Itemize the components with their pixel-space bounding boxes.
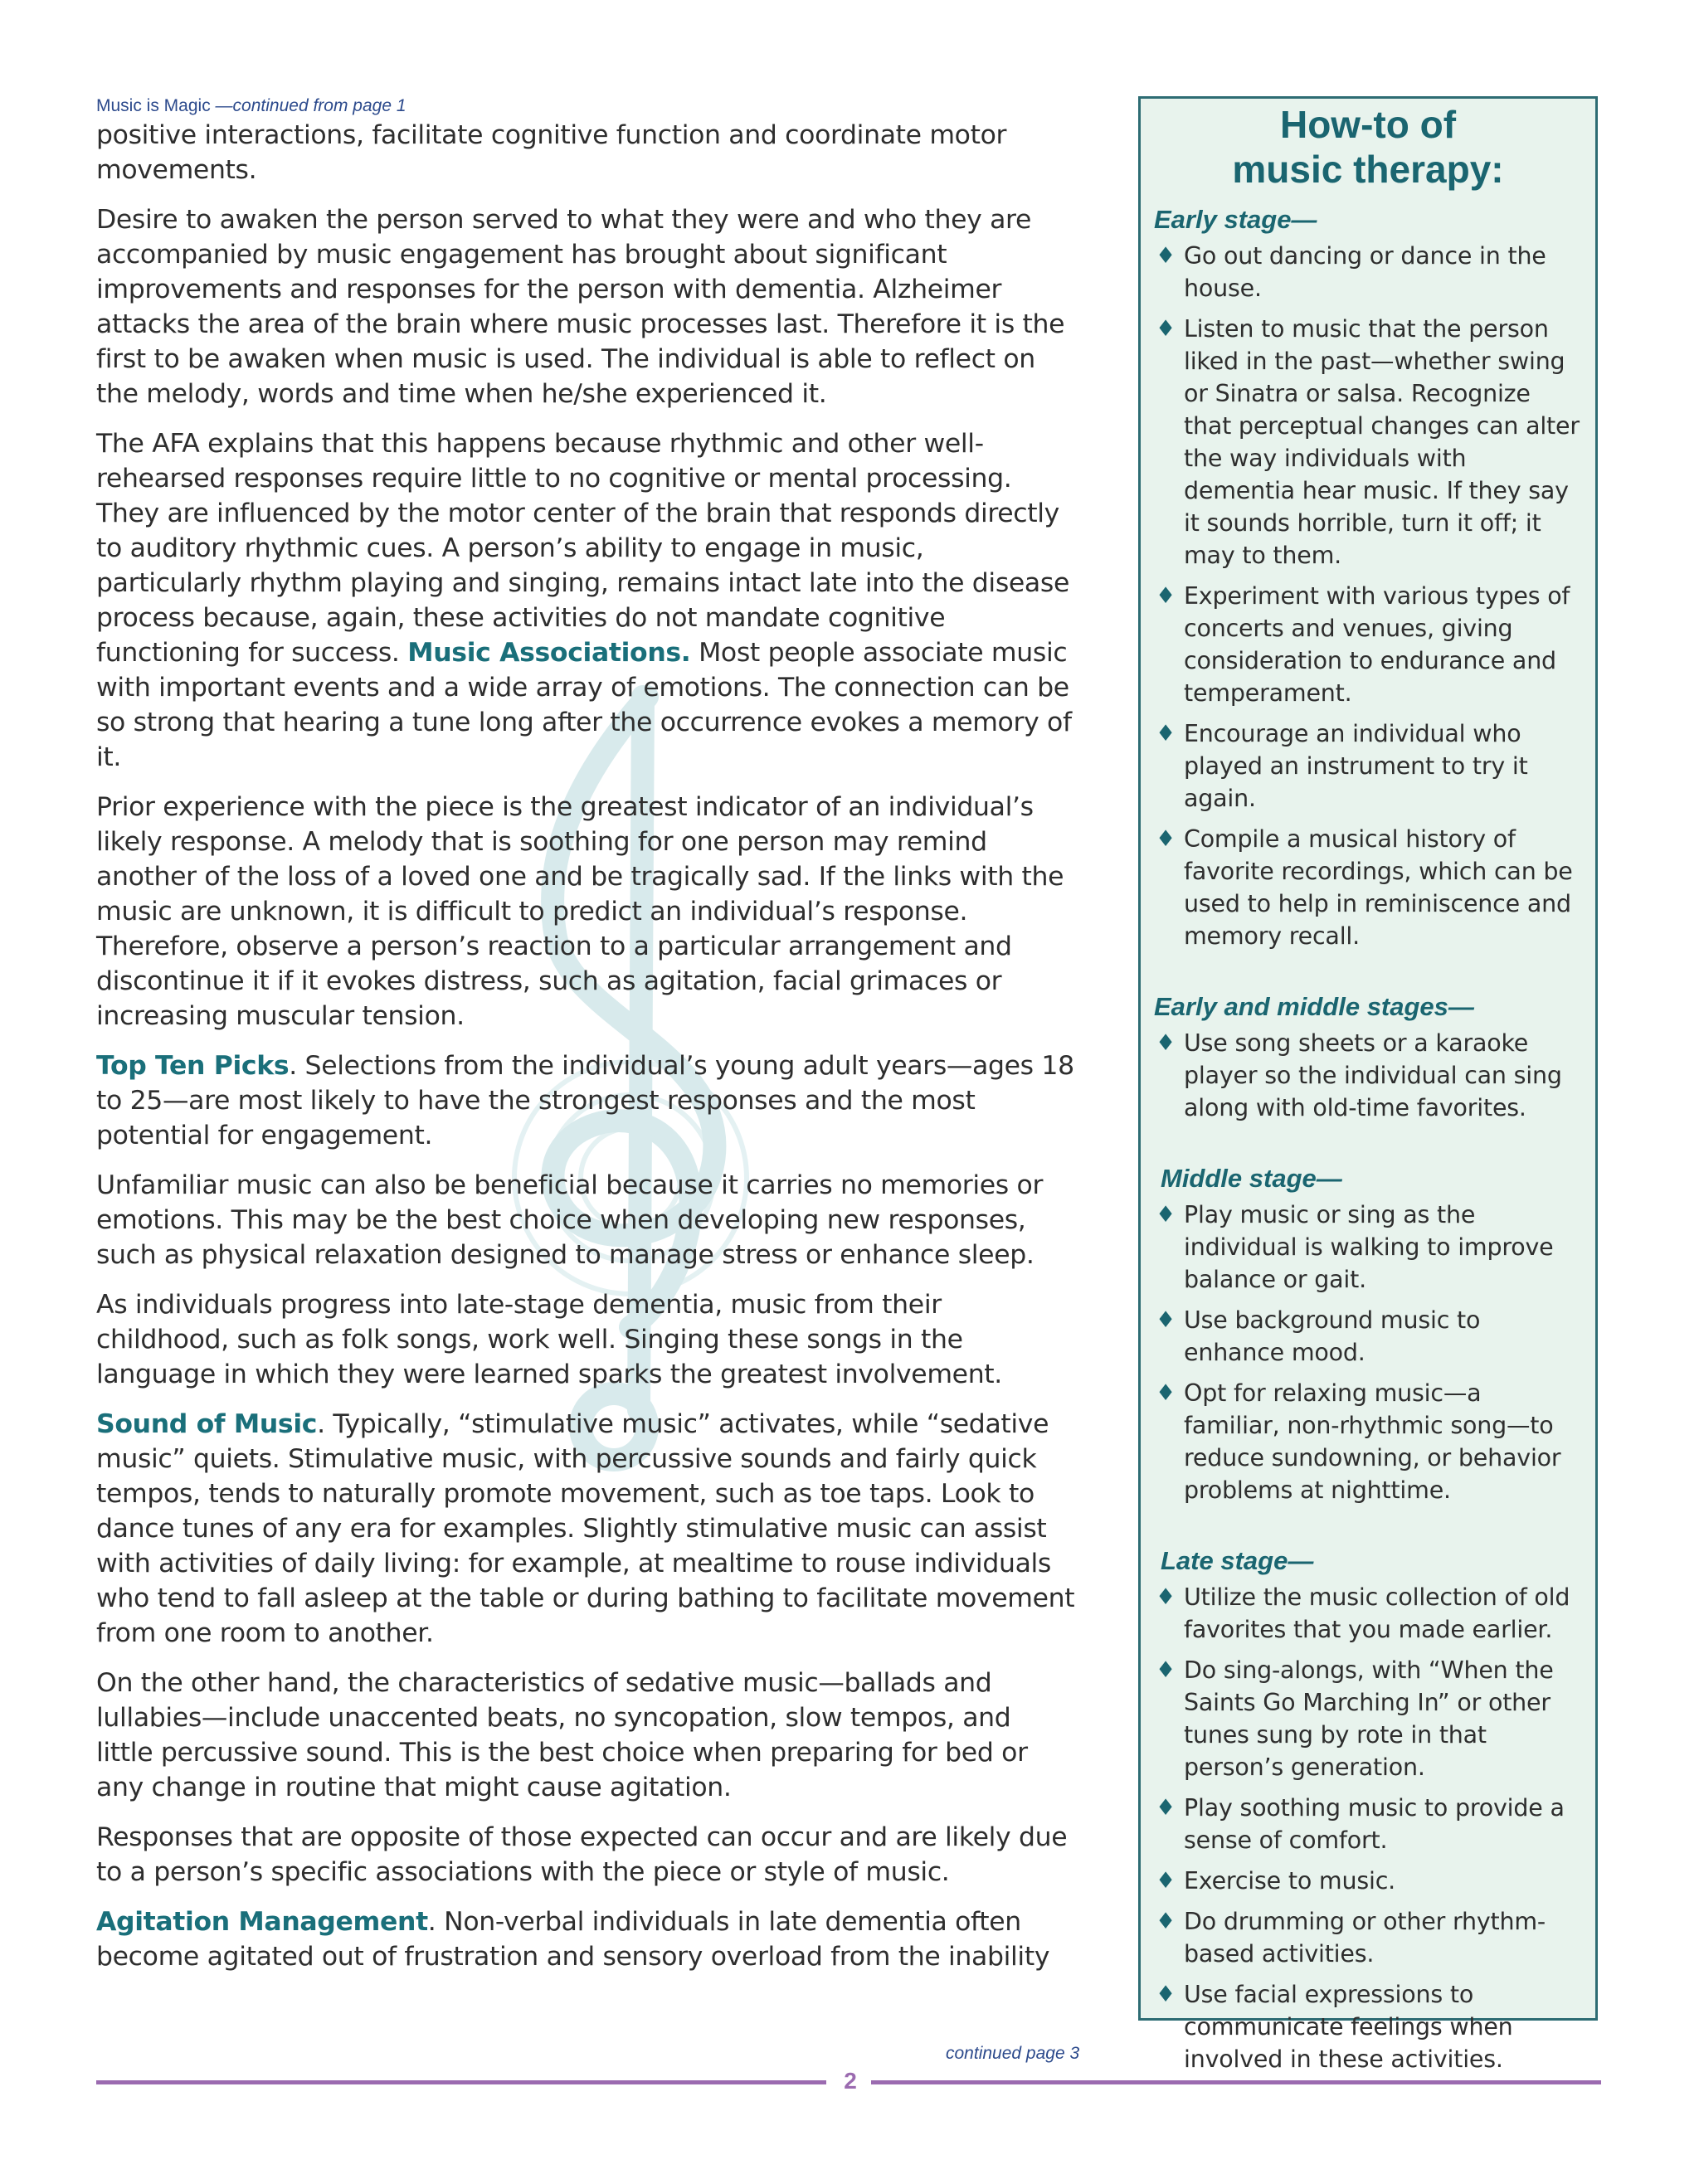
list-item: ♦ Do drumming or other rhythm-based activities. <box>1154 1905 1582 1970</box>
diamond-bullet-icon: ♦ <box>1156 1380 1176 1406</box>
continued-note: continued page 3 <box>946 2044 1080 2063</box>
section-heading-sound-of-music: Sound of Music <box>96 1409 318 1439</box>
diamond-bullet-icon: ♦ <box>1156 1982 1176 2007</box>
paragraph: Unfamiliar music can also be beneficial because it carries no memories or emotions. This may be the best choice when developing new responses, such as physical relaxation designed to manage stress or enhance sleep. <box>96 1170 1044 1270</box>
list-item: ♦ Exercise to music. <box>1154 1865 1582 1897</box>
paragraph: On the other hand, the characteristics of sedative music—ballads and lullabies—include unaccented beats, no syncopation, slow tempos, and little percussive sound. This is the best choice when preparing for bed or any change in routine that might cause agitation. <box>96 1668 1028 1802</box>
list-item: ♦ Experiment with various types of concerts and venues, giving consideration to endurance and temperament. <box>1154 580 1582 709</box>
stage-heading-early-middle: Early and middle stages— <box>1154 992 1474 1021</box>
paragraph: Sound of Music. Typically, “stimulative music” activates, while “sedative music” quiets. Stimulative music, with percussive sounds and fairly quick tempos, tends to naturally promote movement, such as toe taps. Look to dance tunes of any era for examples. Slightly stimulative music can assist with activities of daily living: for example, at mealtime to rouse individuals who tend to fall asleep at the table or during bathing to facilitate movement from one room to another. <box>96 1409 1075 1648</box>
list-item: ♦ Do sing-alongs, with “When the Saints Go Marching In” or other tunes sung by rote in that person’s generation. <box>1154 1654 1582 1783</box>
list-item: ♦ Compile a musical history of favorite recordings, which can be used to help in reminiscence and memory recall. <box>1154 823 1582 952</box>
stage-heading-late: Late stage— <box>1161 1546 1314 1575</box>
diamond-bullet-icon: ♦ <box>1156 1795 1176 1821</box>
list-item: ♦ Use facial expressions to communicate feelings when involved in these activities. <box>1154 1978 1582 2075</box>
paragraph: Agitation Management. Non-verbal individuals in late dementia often become agitated out of frustration and sensory overload from the inability <box>96 1907 1050 1972</box>
diamond-bullet-icon: ♦ <box>1156 243 1176 269</box>
paragraph: Top Ten Picks. Selections from the individual’s young adult years—ages 18 to 25—are most likely to have the strongest responses and the most potential for engagement. <box>96 1051 1074 1150</box>
stage-heading-early: Early stage— <box>1154 205 1317 234</box>
stage-list-middle <box>1154 1199 1582 1506</box>
list-item: ♦ Utilize the music collection of old favorites that you made earlier. <box>1154 1581 1582 1646</box>
stage-heading-middle: Middle stage— <box>1161 1164 1342 1193</box>
diamond-bullet-icon: ♦ <box>1156 1584 1176 1610</box>
diamond-bullet-icon: ♦ <box>1156 1657 1176 1683</box>
paragraph: positive interactions, facilitate cognitive function and coordinate motor movements. <box>96 120 1007 185</box>
footer-rule <box>96 2080 826 2084</box>
list-item: ♦ Listen to music that the person liked in the past—whether swing or Sinatra or salsa. Recognize that perceptual changes can alter the way individuals with dementia hear music. If they say it sounds horrible, turn it off; it may to them. <box>1154 313 1582 572</box>
running-head-continued: —continued from page 1 <box>215 96 406 115</box>
paragraph: As individuals progress into late-stage dementia, music from their childhood, such as folk songs, work well. Singing these songs in the language in which they were learned sparks the greatest involvement. <box>96 1290 1002 1389</box>
list-item: ♦ Go out dancing or dance in the house. <box>1154 240 1582 304</box>
section-heading-agitation-management: Agitation Management <box>96 1907 428 1937</box>
running-head-title: Music is Magic <box>96 96 211 115</box>
list-item: ♦ Play music or sing as the individual is walking to improve balance or gait. <box>1154 1199 1582 1296</box>
paragraph: Prior experience with the piece is the greatest indicator of an individual’s likely response. A melody that is soothing for one person may remind another of the loss of a loved one and be tragically sad. If the links with the music are unknown, it is difficult to predict an individual’s response. Therefore, observe a person’s reaction to a particular arrangement and discontinue it if it evokes distress, such as agitation, facial grimaces or increasing muscular tension. <box>96 792 1064 1031</box>
list-item: ♦ Play soothing music to provide a sense of comfort. <box>1154 1792 1582 1856</box>
diamond-bullet-icon: ♦ <box>1156 1909 1176 1934</box>
how-to-sidebar <box>1138 96 1598 2073</box>
list-item: ♦ Encourage an individual who played an instrument to try it again. <box>1154 717 1582 815</box>
diamond-bullet-icon: ♦ <box>1156 1202 1176 1228</box>
list-item: ♦ Use song sheets or a karaoke player so the individual can sing along with old-time favorites. <box>1154 1027 1582 1124</box>
diamond-bullet-icon: ♦ <box>1156 721 1176 747</box>
diamond-bullet-icon: ♦ <box>1156 583 1176 609</box>
paragraph: Responses that are opposite of those expected can occur and are likely due to a person’s specific associations with the piece or style of music. <box>96 1822 1068 1887</box>
diamond-bullet-icon: ♦ <box>1156 1030 1176 1056</box>
running-head <box>96 96 1075 116</box>
stage-list-early-middle <box>1154 1027 1582 1124</box>
list-item: ♦ Use background music to enhance mood. <box>1154 1304 1582 1369</box>
paragraph: The AFA explains that this happens because rhythmic and other well-rehearsed responses require little to no cognitive or mental processing. They are influenced by the motor center of the brain that responds directly to auditory rhythmic cues. A person’s ability to engage in music, particularly rhythm playing and singing, remains intact late into the disease process because, again, these activities do not mandate cognitive functioning for success. Music Associations. Most people associate music with important events and a wide array of emotions. The connection can be so strong that hearing a tune long after the occurrence evokes a memory of it. <box>96 429 1072 772</box>
diamond-bullet-icon: ♦ <box>1156 1307 1176 1333</box>
stage-list-early <box>1154 240 1582 952</box>
stage-list-late <box>1154 1581 1582 2075</box>
paragraph: Desire to awaken the person served to what they were and who they are accompanied by music engagement has brought about significant improvements and responses for the person with dementia. Alzheimer attacks the area of the brain where music processes last. Therefore it is the first to be awaken when music is used. The individual is able to reflect on the melody, words and time when he/she experienced it. <box>96 205 1065 409</box>
main-article <box>96 96 1075 1989</box>
list-item: ♦ Opt for relaxing music—a familiar, non-rhythmic song—to reduce sundowning, or behavior problems at nighttime. <box>1154 1377 1582 1506</box>
page-number: 2 <box>844 2068 857 2094</box>
section-heading-music-associations: Music Associations. <box>407 638 691 668</box>
sidebar-title: How-to of music therapy: <box>1232 103 1504 191</box>
diamond-bullet-icon: ♦ <box>1156 316 1176 342</box>
diamond-bullet-icon: ♦ <box>1156 826 1176 852</box>
section-heading-top-ten-picks: Top Ten Picks <box>96 1051 290 1081</box>
diamond-bullet-icon: ♦ <box>1156 1868 1176 1894</box>
footer-rule <box>871 2080 1601 2084</box>
